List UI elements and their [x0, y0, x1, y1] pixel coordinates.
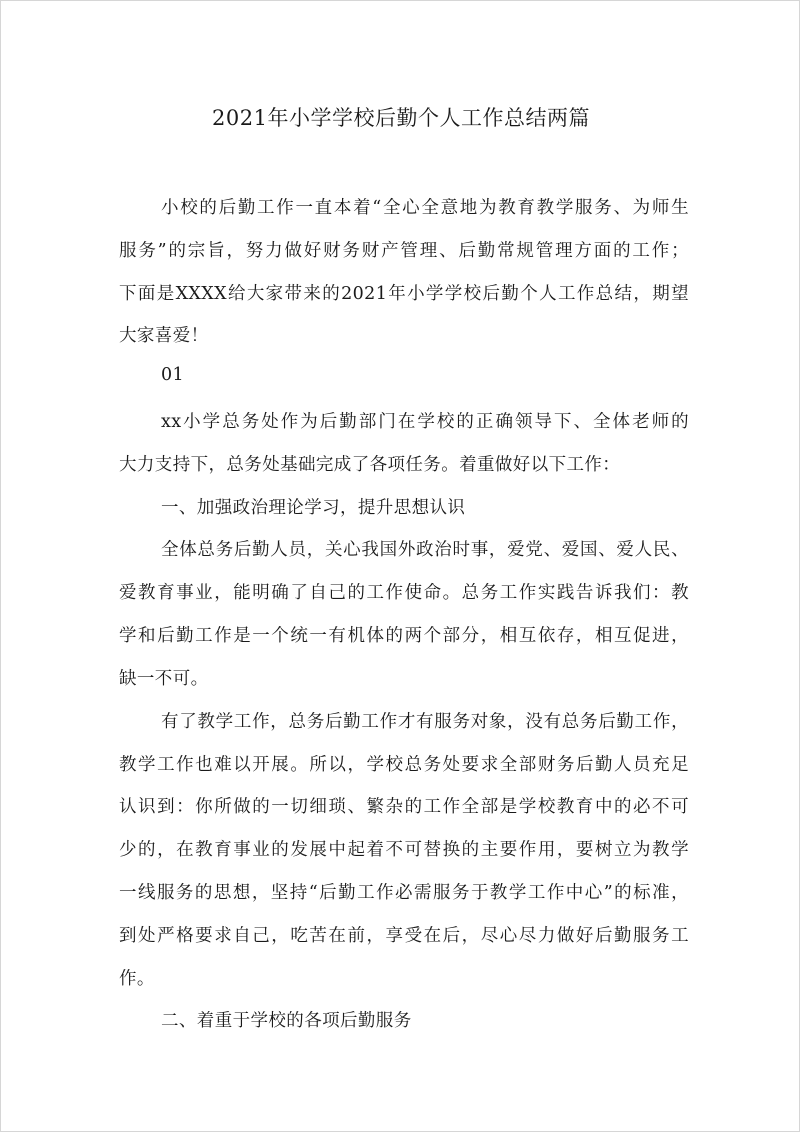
- text-line: 认识到：你所做的一切细琐、繁杂的工作全部是学校教育中的必不可: [119, 797, 689, 817]
- text-line: 教学工作也难以开展。所以，学校总务处要求全部财务后勤人员充足: [119, 755, 689, 775]
- text-line: 作。: [119, 969, 155, 989]
- text-line: 到处严格要求自己，吃苦在前，享受在后，尽心尽力做好后勤服务工: [119, 926, 689, 946]
- text-line: 有了教学工作，总务后勤工作才有服务对象，没有总务后勤工作，: [161, 712, 689, 732]
- text-line: xx小学总务处作为后勤部门在学校的正确领导下、全体老师的: [161, 412, 689, 432]
- text-line: 缺一不可。: [119, 669, 209, 689]
- section-heading: 二、着重于学校的各项后勤服务: [161, 1011, 412, 1031]
- text-line: 小校的后勤工作一直本着“全心全意地为教育教学服务、为师生: [161, 198, 689, 218]
- text-line: 爱教育事业，能明确了自己的工作使命。总务工作实践告诉我们：教: [119, 583, 689, 603]
- text-line: 下面是XXXX给大家带来的2021年小学学校后勤个人工作总结，期望: [119, 284, 689, 304]
- document-title: 2021年小学学校后勤个人工作总结两篇: [212, 106, 590, 130]
- text-line: 学和后勤工作是一个统一有机体的两个部分，相互依存，相互促进，: [119, 626, 689, 646]
- section-number: 01: [161, 365, 185, 385]
- text-line: 服务”的宗旨，努力做好财务财产管理、后勤常规管理方面的工作；: [119, 241, 689, 261]
- text-line: 全体总务后勤人员，关心我国外政治时事，爱党、爱国、爱人民、: [161, 540, 689, 560]
- text-line: 大家喜爱！: [119, 326, 209, 346]
- text-line: 少的，在教育事业的发展中起着不可替换的主要作用，要树立为教学: [119, 840, 689, 860]
- text-line: 大力支持下，总务处基础完成了各项任务。着重做好以下工作：: [119, 455, 621, 475]
- text-line: 一线服务的思想，坚持“后勤工作必需服务于教学工作中心”的标准，: [119, 883, 689, 903]
- section-heading: 一、加强政治理论学习，提升思想认识: [161, 498, 466, 518]
